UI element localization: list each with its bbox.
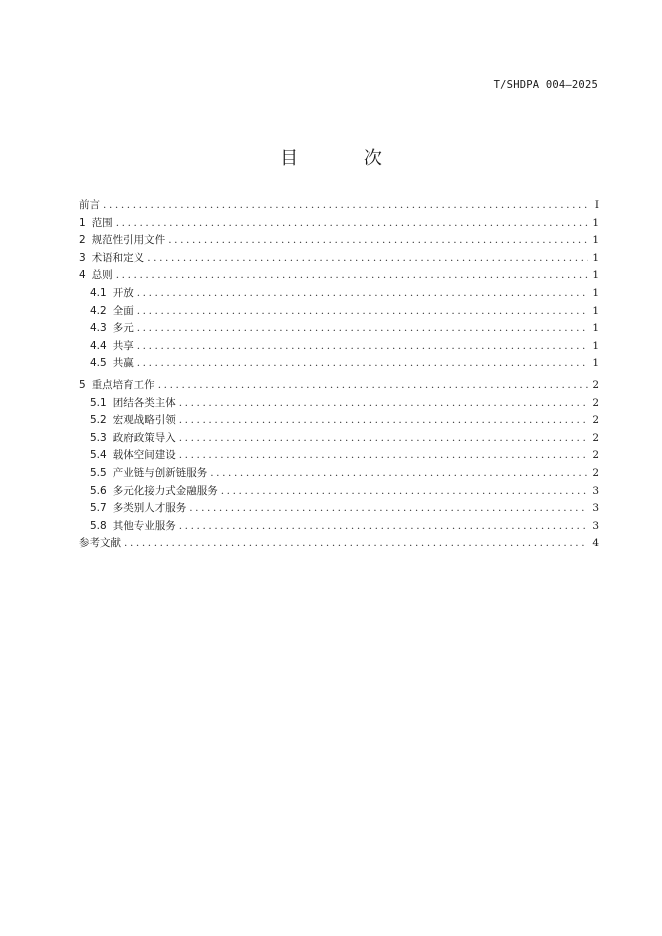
toc-entry-page: 1: [592, 269, 599, 282]
toc-entry-page: 3: [592, 502, 599, 515]
toc-entry-page: 1: [592, 339, 599, 352]
toc-entry-label: 载体空间建设: [112, 449, 176, 462]
toc-entry-label: 其他专业服务: [112, 519, 176, 532]
toc-dot-leader: [137, 285, 588, 303]
toc-entry-number: 5.7: [90, 502, 107, 515]
toc-entry-4-5[interactable]: [79, 355, 599, 373]
toc-entry-label: 参考文献: [79, 537, 121, 550]
toc-entry-number: 4.4: [90, 339, 107, 352]
toc-entry-label: 规范性引用文件: [91, 234, 166, 247]
toc-entry-bibliography[interactable]: [79, 535, 599, 553]
toc-entry-page: 2: [592, 431, 599, 444]
toc-entry-page: 2: [592, 414, 599, 427]
toc-entry-label: 总则: [91, 269, 113, 282]
toc-entry-label: 开放: [112, 286, 134, 299]
toc-entry-4[interactable]: [79, 267, 599, 285]
toc-dot-leader: [158, 377, 588, 395]
toc-entry-5-2[interactable]: [79, 412, 599, 430]
toc-dot-leader: [179, 412, 588, 430]
toc-entry-page: 2: [592, 466, 599, 479]
toc-entry-number: 4.5: [90, 357, 107, 370]
toc-entry-label: 共享: [112, 339, 134, 352]
toc-entry-page: 1: [592, 251, 599, 264]
toc-entry-5-7[interactable]: [79, 500, 599, 518]
toc-entry-page: 4: [592, 537, 599, 550]
toc-dot-leader: [221, 483, 588, 501]
toc-entry-page: I: [594, 199, 599, 211]
toc-entry-1[interactable]: [79, 215, 599, 233]
toc-entry-label: 范围: [91, 216, 113, 229]
toc-entry-label: 团结各类主体: [112, 396, 176, 409]
toc-entry-number: 5.2: [90, 414, 107, 427]
toc-entry-number: 5.6: [90, 484, 107, 497]
toc-entry-number: 5.4: [90, 449, 107, 462]
toc-entry-number: 5.5: [90, 466, 107, 479]
toc-dot-leader: [189, 500, 588, 518]
toc-dot-leader: [137, 303, 588, 321]
toc-dot-leader: [210, 465, 588, 483]
toc-entry-number: 4.1: [90, 286, 107, 299]
toc-entry-5-5[interactable]: [79, 465, 599, 483]
toc-dot-leader: [137, 320, 588, 338]
toc-dot-leader: [116, 267, 588, 285]
toc-entry-5[interactable]: [79, 377, 599, 395]
toc-entry-label: 政府政策导入: [112, 431, 176, 444]
toc-dot-leader: [179, 395, 588, 413]
toc-entry-page: 1: [592, 234, 599, 247]
toc-entry-page: 3: [592, 484, 599, 497]
toc-entry-3[interactable]: [79, 250, 599, 268]
toc-entry-4-3[interactable]: [79, 320, 599, 338]
toc-entry-page: 3: [592, 519, 599, 532]
toc-entry-5-1[interactable]: [79, 395, 599, 413]
toc-entry-label: 宏观战略引领: [112, 414, 176, 427]
toc-dot-leader: [168, 232, 588, 250]
toc-entry-label: 多元化接力式金融服务: [112, 484, 218, 497]
toc-entry-5-8[interactable]: [79, 518, 599, 536]
toc-entry-number: 5.8: [90, 519, 107, 532]
toc-entry-4-1[interactable]: [79, 285, 599, 303]
toc-entry-2[interactable]: [79, 232, 599, 250]
toc-entry-number: 4.3: [90, 322, 107, 335]
toc-entry-label: 前言: [79, 199, 100, 211]
toc-entry-number: 1: [79, 216, 86, 229]
toc-entry-foreword[interactable]: [79, 197, 599, 215]
toc-entry-page: 1: [592, 304, 599, 317]
toc-dot-leader: [103, 197, 588, 215]
toc-dot-leader: [147, 250, 588, 268]
toc-entry-label: 产业链与创新链服务: [112, 466, 208, 479]
toc-entry-5-3[interactable]: [79, 430, 599, 448]
toc-entry-label: 术语和定义: [91, 251, 145, 264]
toc-list: [79, 197, 599, 553]
document-code: T/SHDPA 004—2025: [493, 79, 598, 91]
toc-entry-4-4[interactable]: [79, 338, 599, 356]
toc-dot-leader: [137, 355, 588, 373]
toc-entry-page: 1: [592, 216, 599, 229]
toc-entry-page: 2: [592, 378, 599, 391]
toc-entry-4-2[interactable]: [79, 303, 599, 321]
toc-entry-label: 重点培育工作: [91, 378, 155, 391]
toc-entry-label: 全面: [112, 304, 134, 317]
toc-dot-leader: [137, 338, 588, 356]
toc-title: 目 次: [280, 148, 412, 170]
toc-entry-page: 1: [592, 322, 599, 335]
toc-entry-number: 5.1: [90, 396, 107, 409]
toc-entry-5-4[interactable]: [79, 447, 599, 465]
toc-entry-page: 2: [592, 396, 599, 409]
toc-dot-leader: [124, 535, 588, 553]
toc-entry-page: 1: [592, 286, 599, 299]
toc-entry-label: 共赢: [112, 357, 134, 370]
toc-entry-5-6[interactable]: [79, 483, 599, 501]
toc-dot-leader: [116, 215, 588, 233]
toc-entry-number: 2: [79, 234, 86, 247]
toc-dot-leader: [179, 518, 588, 536]
toc-entry-number: 3: [79, 251, 86, 264]
toc-entry-number: 5: [79, 378, 86, 391]
toc-dot-leader: [179, 447, 588, 465]
toc-entry-number: 5.3: [90, 431, 107, 444]
toc-entry-label: 多类别人才服务: [112, 502, 187, 515]
toc-entry-page: 1: [592, 357, 599, 370]
toc-entry-number: 4: [79, 269, 86, 282]
toc-entry-page: 2: [592, 449, 599, 462]
toc-dot-leader: [179, 430, 588, 448]
toc-entry-number: 4.2: [90, 304, 107, 317]
toc-entry-label: 多元: [112, 322, 134, 335]
